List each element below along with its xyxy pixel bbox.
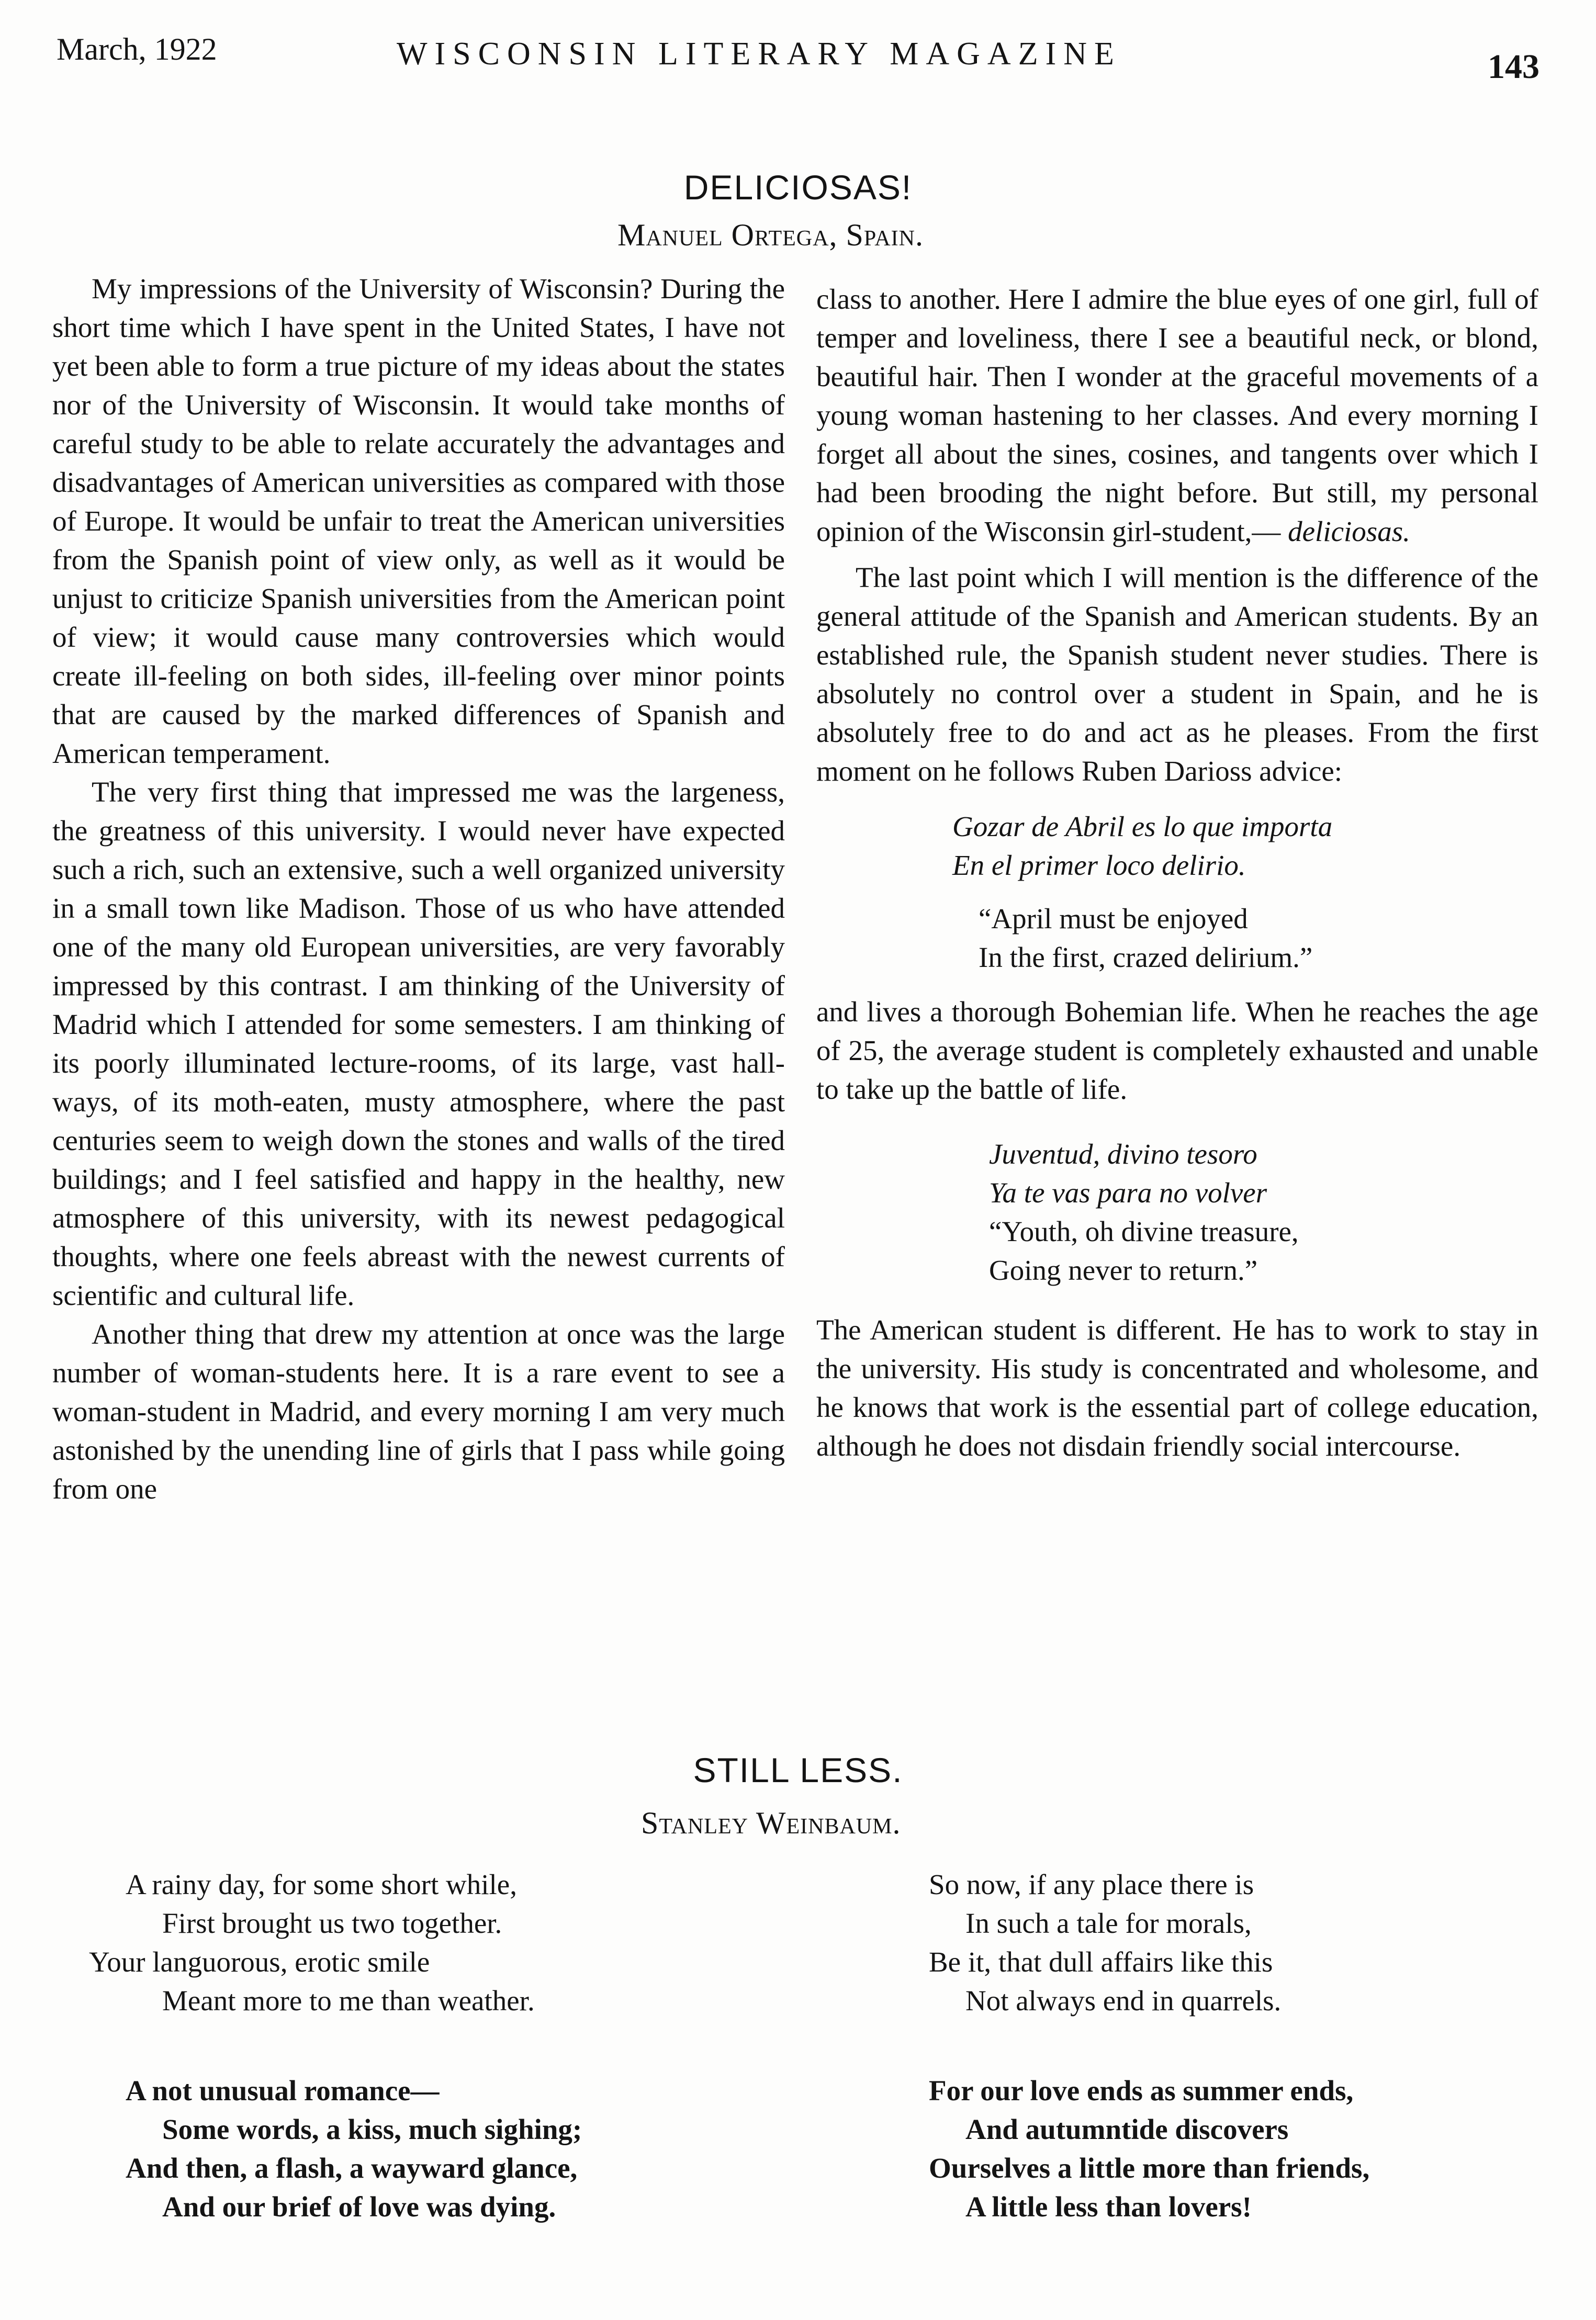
- quote-spanish-1: [952, 807, 1538, 885]
- poem-byline: Stanley Weinbaum.: [641, 1806, 901, 1840]
- issue-date: March, 1922: [57, 32, 217, 66]
- poem-line: Your languorous, erotic smile: [89, 1946, 430, 1978]
- running-head: [57, 31, 1539, 84]
- article-paragraph: The very first thing that impressed me was the largeness, the greatness of this university. I would never have expected such a rich, such an extensive, such a well organized university in a small town like Madison. Those of us who have attended one of the many old European universities, are very favorably impressed by this contrast. I am thinking of the University of Madrid which I attended for some semesters. I am thinking of its poorly illuminated lecture-rooms, of its large, vast hall-ways, of its moth-eaten, musty atmosphere, where the past centuries seem to weigh down the stones and walls of the tired buildings; and I feel satisfied and happy in the healthy, new atmosphere of this university, with its newest pedagogical thoughts, where one feels abreast with the newest currents of scientific and cultural life.: [52, 776, 785, 1311]
- continuation-italic: deliciosas.: [1288, 515, 1410, 547]
- poem-line: And our brief of love was dying.: [162, 2191, 556, 2223]
- poem-line: And then, a flash, a wayward glance,: [126, 2152, 578, 2184]
- poem-stanza: [89, 1865, 806, 2020]
- poem-line: Meant more to me than weather.: [162, 1985, 535, 2017]
- verse-line: In the first, crazed delirium.”: [979, 941, 1313, 973]
- poem-stanza: [929, 1865, 1557, 2020]
- article-paragraph: My impressions of the University of Wisconsin? During the short time which I have spent in the United States, I have not yet been able to form a true picture of my ideas about the states nor of the University of Wisconsin. It would take months of careful study to be able to relate accurately the advantages and disadvantages of American universities as compared with those of Europe. It would be unfair to treat the American universities from the Spanish point of view only, as well as it would be unjust to criticize Spanish universities from the American point of view; it would cause many controversies which would create ill-feeling on both sides, ill-feeling over minor points that are caused by the marked differences of Spanish and American temperament.: [52, 273, 785, 769]
- poem-line: So now, if any place there is: [929, 1868, 1254, 1900]
- continuation-text: class to another. Here I admire the blue eyes of one girl, full of temper and loveliness, there I see a beautiful neck, or blond, beautiful hair. Then I wonder at the graceful movements of a young woman hastening to her classes. And every morning I forget all about the sines, cosines, and tangents over which I had been brooding the night before. But still, my personal opinion of the Wisconsin girl-student,—: [816, 283, 1538, 547]
- verse-line: Ya te vas para no volver: [989, 1177, 1267, 1209]
- poem-line: First brought us two together.: [162, 1907, 502, 1939]
- article-paragraph-continued: [816, 280, 1538, 551]
- verse-line: En el primer loco delirio.: [952, 849, 1246, 881]
- verse-line: Going never to return.”: [989, 1254, 1258, 1286]
- poem-line: Ourselves a little more than friends,: [929, 2152, 1370, 2184]
- verse-line: “April must be enjoyed: [979, 903, 1248, 934]
- page-number: 143: [1488, 48, 1539, 86]
- verse-line: Juventud, divino tesoro: [989, 1138, 1257, 1170]
- poem-line: Some words, a kiss, much sighing;: [162, 2113, 582, 2145]
- article-title: DELICIOSAS!: [683, 168, 913, 207]
- article-byline: Manuel Ortega, Spain.: [617, 218, 924, 252]
- magazine-title: WISCONSIN LITERARY MAGAZINE: [397, 36, 1121, 72]
- article-right-column: [816, 280, 1538, 1466]
- verse-line: Gozar de Abril es lo que importa: [952, 810, 1333, 842]
- poem-line: A little less than lovers!: [965, 2191, 1252, 2223]
- poem-line: Be it, that dull affairs like this: [929, 1946, 1273, 1978]
- poem-stanza: [126, 2071, 806, 2226]
- poem-line: For our love ends as summer ends,: [929, 2075, 1354, 2107]
- poem-line: Not always end in quarrels.: [965, 1985, 1282, 2017]
- verse-line: “Youth, oh divine treasure,: [989, 1215, 1299, 1247]
- poem-line: A rainy day, for some short while,: [126, 1868, 517, 1900]
- article-paragraph: The American student is different. He has to work to stay in the university. His study is concentrated and wholesome, and he knows that work is the essential part of college education, although he does not disdain friendly social intercourse.: [816, 1314, 1538, 1462]
- poem-line: And autumntide discovers: [965, 2113, 1289, 2145]
- poem-line: In such a tale for morals,: [965, 1907, 1252, 1939]
- article-paragraph: Another thing that drew my attention at once was the large number of woman-students here. It is a rare event to see a woman-student in Madrid, and every morning I am very much astonished by the unending line of girls that I pass while going from one: [52, 1318, 785, 1505]
- article-left-column: [52, 269, 785, 1508]
- poem-stanza: [929, 2071, 1557, 2226]
- article-paragraph: The last point which I will mention is the difference of the general attitude of the Spanish and American students. By an established rule, the Spanish student never studies. There is absolutely no control over a student in Spain, and he is absolutely free to do and act as he pleases. From the first moment on he follows Ruben Darioss advice:: [816, 561, 1538, 787]
- quote-english-1: [979, 899, 1538, 977]
- poem-line: A not unusual romance—: [126, 2075, 440, 2107]
- poem-right-column: [929, 1865, 1557, 2278]
- quote-english-2: [989, 1212, 1538, 1290]
- quote-spanish-2: [989, 1135, 1538, 1212]
- poem-title: STILL LESS.: [693, 1751, 903, 1789]
- poem-left-column: [89, 1865, 806, 2278]
- article-paragraph: and lives a thorough Bohemian life. When he reaches the age of 25, the average student is completely exhausted and unable to take up the battle of life.: [816, 996, 1538, 1105]
